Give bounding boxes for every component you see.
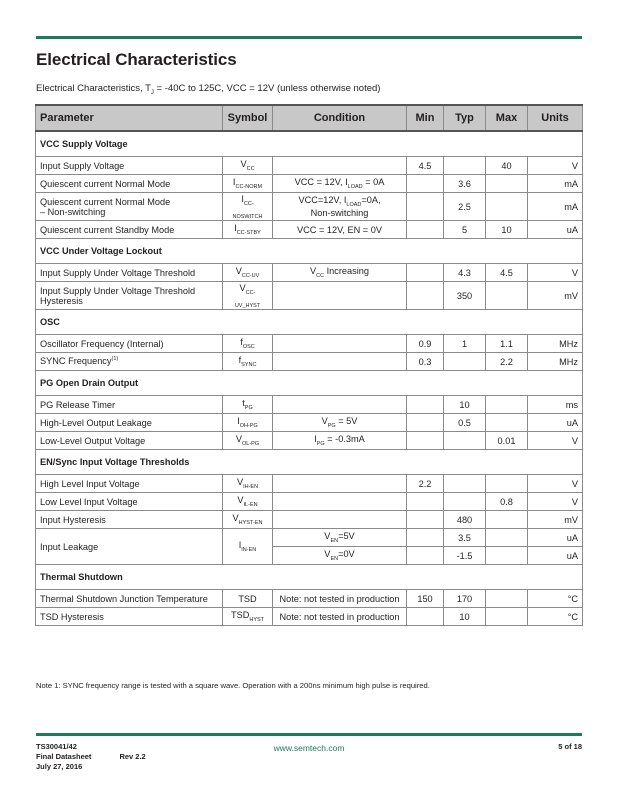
table-row [36,264,583,282]
header-units: Units [528,105,583,131]
typ-cell: 350 [444,282,486,310]
section-header-row [36,239,583,264]
min-cell [407,432,444,450]
max-cell [486,396,528,414]
units-cell: uA [528,221,583,239]
min-cell: 2.2 [407,475,444,493]
min-cell [407,175,444,193]
max-cell [486,590,528,608]
footer-page-number: 5 of 18 [558,742,582,751]
symbol-cell: $I_{CC-NORM}$ [223,175,273,193]
page-title: Electrical Characteristics [36,50,237,69]
typ-cell: 5 [444,221,486,239]
parameter-cell: Low Level Input Voltage [36,493,223,511]
condition-cell [273,282,407,310]
symbol-cell: $V_{IL-EN}$ [223,493,273,511]
units-cell: uA [528,547,583,565]
footer-url-link[interactable]: www.semtech.com [273,743,345,753]
max-cell: 4.5 [486,264,528,282]
condition-cell: VCC=12V, $I_{LOAD}=0A$, Non-switching [273,193,407,221]
typ-cell: 4.3 [444,264,486,282]
symbol-cell: $f_{OSC}$ [223,335,273,353]
header-symbol: Symbol [223,105,273,131]
symbol-cell: $t_{PG}$ [223,396,273,414]
symbol-cell: $V_{IH-EN}$ [223,475,273,493]
parameter-cell: Thermal Shutdown Junction Temperature [36,590,223,608]
units-cell: mV [528,511,583,529]
table-row [36,282,583,310]
section-title: VCC Under Voltage Lockout [36,239,583,264]
footer-part-number: TS30041/42 [36,742,77,751]
units-cell: V [528,157,583,175]
typ-cell: 10 [444,608,486,626]
table-row [36,175,583,193]
typ-cell: 2.5 [444,193,486,221]
table-row [36,608,583,626]
symbol-cell: $V_{OL-PG}$ [223,432,273,450]
min-cell [407,608,444,626]
parameter-cell: Input Supply Under Voltage Threshold [36,264,223,282]
parameter-cell: Low-Level Output Voltage [36,432,223,450]
table-row [36,157,583,175]
header-parameter: Parameter [36,105,223,131]
typ-cell [444,475,486,493]
footer-revision: Rev 2.2 [119,752,146,761]
table-row [36,493,583,511]
condition-cell: Note: not tested in production [273,590,407,608]
condition-cell [273,396,407,414]
table-row [36,529,583,547]
condition-cell [273,353,407,371]
table-row [36,221,583,239]
min-cell [407,493,444,511]
parameter-cell: PG Release Timer [36,396,223,414]
condition-cell [273,511,407,529]
max-cell [486,475,528,493]
table-header-row [36,105,583,131]
max-cell [486,608,528,626]
condition-cell [273,475,407,493]
section-header-row [36,565,583,590]
section-title: OSC [36,310,583,335]
table-row [36,475,583,493]
symbol-cell: $I_{OH-PG}$ [223,414,273,432]
symbol-cell: $V_{CC}$ [223,157,273,175]
section-title: Thermal Shutdown [36,565,583,590]
min-cell: 4.5 [407,157,444,175]
typ-cell [444,493,486,511]
footer-doc-type: Final Datasheet [36,752,92,761]
table-row [36,193,583,221]
table-row [36,511,583,529]
parameter-cell: TSD Hysteresis [36,608,223,626]
max-cell: 0.8 [486,493,528,511]
condition-cell [273,493,407,511]
symbol-cell: $I_{IN-EN}$ [223,529,273,565]
table-row [36,414,583,432]
top-rule [36,36,582,39]
typ-cell: -1.5 [444,547,486,565]
section-header-row [36,371,583,396]
units-cell: V [528,475,583,493]
typ-cell: 480 [444,511,486,529]
typ-cell: 170 [444,590,486,608]
parameter-cell: Oscillator Frequency (Internal) [36,335,223,353]
units-cell: V [528,264,583,282]
condition-cell [273,335,407,353]
parameter-cell: Input Leakage [36,529,223,565]
max-cell [486,511,528,529]
min-cell [407,221,444,239]
parameter-cell: SYNC Frequency$^{(1)}$ [36,353,223,371]
parameter-cell: Quiescent current Standby Mode [36,221,223,239]
max-cell [486,175,528,193]
condition-cell: VCC = 12V, EN = 0V [273,221,407,239]
condition-cell [273,157,407,175]
condition-cell: $V_{EN}=0V$ [273,547,407,565]
min-cell [407,414,444,432]
symbol-cell: $f_{SYNC}$ [223,353,273,371]
max-cell: 1.1 [486,335,528,353]
units-cell: mA [528,193,583,221]
table-body [36,131,583,626]
condition-cell: $V_{EN}=5V$ [273,529,407,547]
min-cell: 150 [407,590,444,608]
typ-cell: 1 [444,335,486,353]
units-cell: MHz [528,353,583,371]
condition-cell: $I_{PG} = -0.3mA$ [273,432,407,450]
units-cell: V [528,493,583,511]
units-cell: mA [528,175,583,193]
max-cell: 10 [486,221,528,239]
condition-cell: VCC = 12V, $I_{LOAD} = 0A$ [273,175,407,193]
section-header-row [36,450,583,475]
typ-cell: 10 [444,396,486,414]
parameter-cell: Quiescent current Normal Mode – Non-switching [36,193,223,221]
symbol-cell: $I_{CC-NOSWITCH}$ [223,193,273,221]
units-cell: V [528,432,583,450]
units-cell: mV [528,282,583,310]
condition-cell: Note: not tested in production [273,608,407,626]
typ-cell: 3.6 [444,175,486,193]
symbol-cell: $V_{HYST-EN}$ [223,511,273,529]
section-header-row [36,131,583,157]
max-cell [486,282,528,310]
units-cell: °C [528,608,583,626]
units-cell: uA [528,529,583,547]
typ-cell [444,157,486,175]
parameter-cell: Input Supply Voltage [36,157,223,175]
parameter-cell: Input Supply Under Voltage Threshold Hysteresis [36,282,223,310]
typ-cell: 3.5 [444,529,486,547]
min-cell: 0.3 [407,353,444,371]
table-row [36,432,583,450]
max-cell [486,547,528,565]
min-cell [407,282,444,310]
section-title: PG Open Drain Output [36,371,583,396]
section-title: VCC Supply Voltage [36,131,583,157]
min-cell [407,529,444,547]
min-cell: 0.9 [407,335,444,353]
max-cell [486,193,528,221]
table-row [36,335,583,353]
parameter-cell: High Level Input Voltage [36,475,223,493]
max-cell [486,529,528,547]
max-cell: 40 [486,157,528,175]
typ-cell: 0.5 [444,414,486,432]
table-row [36,353,583,371]
units-cell: MHz [528,335,583,353]
units-cell: ms [528,396,583,414]
symbol-cell: $V_{CC-UV}$ [223,264,273,282]
header-min: Min [407,105,444,131]
min-cell [407,511,444,529]
symbol-cell: TSD [223,590,273,608]
min-cell [407,547,444,565]
condition-cell: $V_{PG} = 5V$ [273,414,407,432]
header-typ: Typ [444,105,486,131]
footnote: Note 1: SYNC frequency range is tested with a square wave. Operation with a 200ns minimum high pulse is required. [36,681,430,690]
header-condition: Condition [273,105,407,131]
max-cell: 2.2 [486,353,528,371]
parameter-cell: Input Hysteresis [36,511,223,529]
symbol-cell: $I_{CC-STBY}$ [223,221,273,239]
max-cell [486,414,528,432]
condition-cell: $V_{CC}$ Increasing [273,264,407,282]
bottom-rule [36,733,582,736]
parameter-cell: Quiescent current Normal Mode [36,175,223,193]
symbol-cell: $TSD_{HYST}$ [223,608,273,626]
typ-cell [444,353,486,371]
header-max: Max [486,105,528,131]
max-cell: 0.01 [486,432,528,450]
section-title: EN/Sync Input Voltage Thresholds [36,450,583,475]
min-cell [407,396,444,414]
parameter-cell: High-Level Output Leakage [36,414,223,432]
units-cell: °C [528,590,583,608]
table-row [36,590,583,608]
typ-cell [444,432,486,450]
units-cell: uA [528,414,583,432]
section-header-row [36,310,583,335]
footer-date: July 27, 2016 [36,762,83,771]
table-row [36,396,583,414]
table-caption: Electrical Characteristics, $T_J = -40C$ to 125C, VCC = 12V (unless otherwise noted) [36,83,381,96]
electrical-characteristics-table [35,104,583,626]
min-cell [407,264,444,282]
min-cell [407,193,444,221]
symbol-cell: $V_{CC-UV\_HYST}$ [223,282,273,310]
